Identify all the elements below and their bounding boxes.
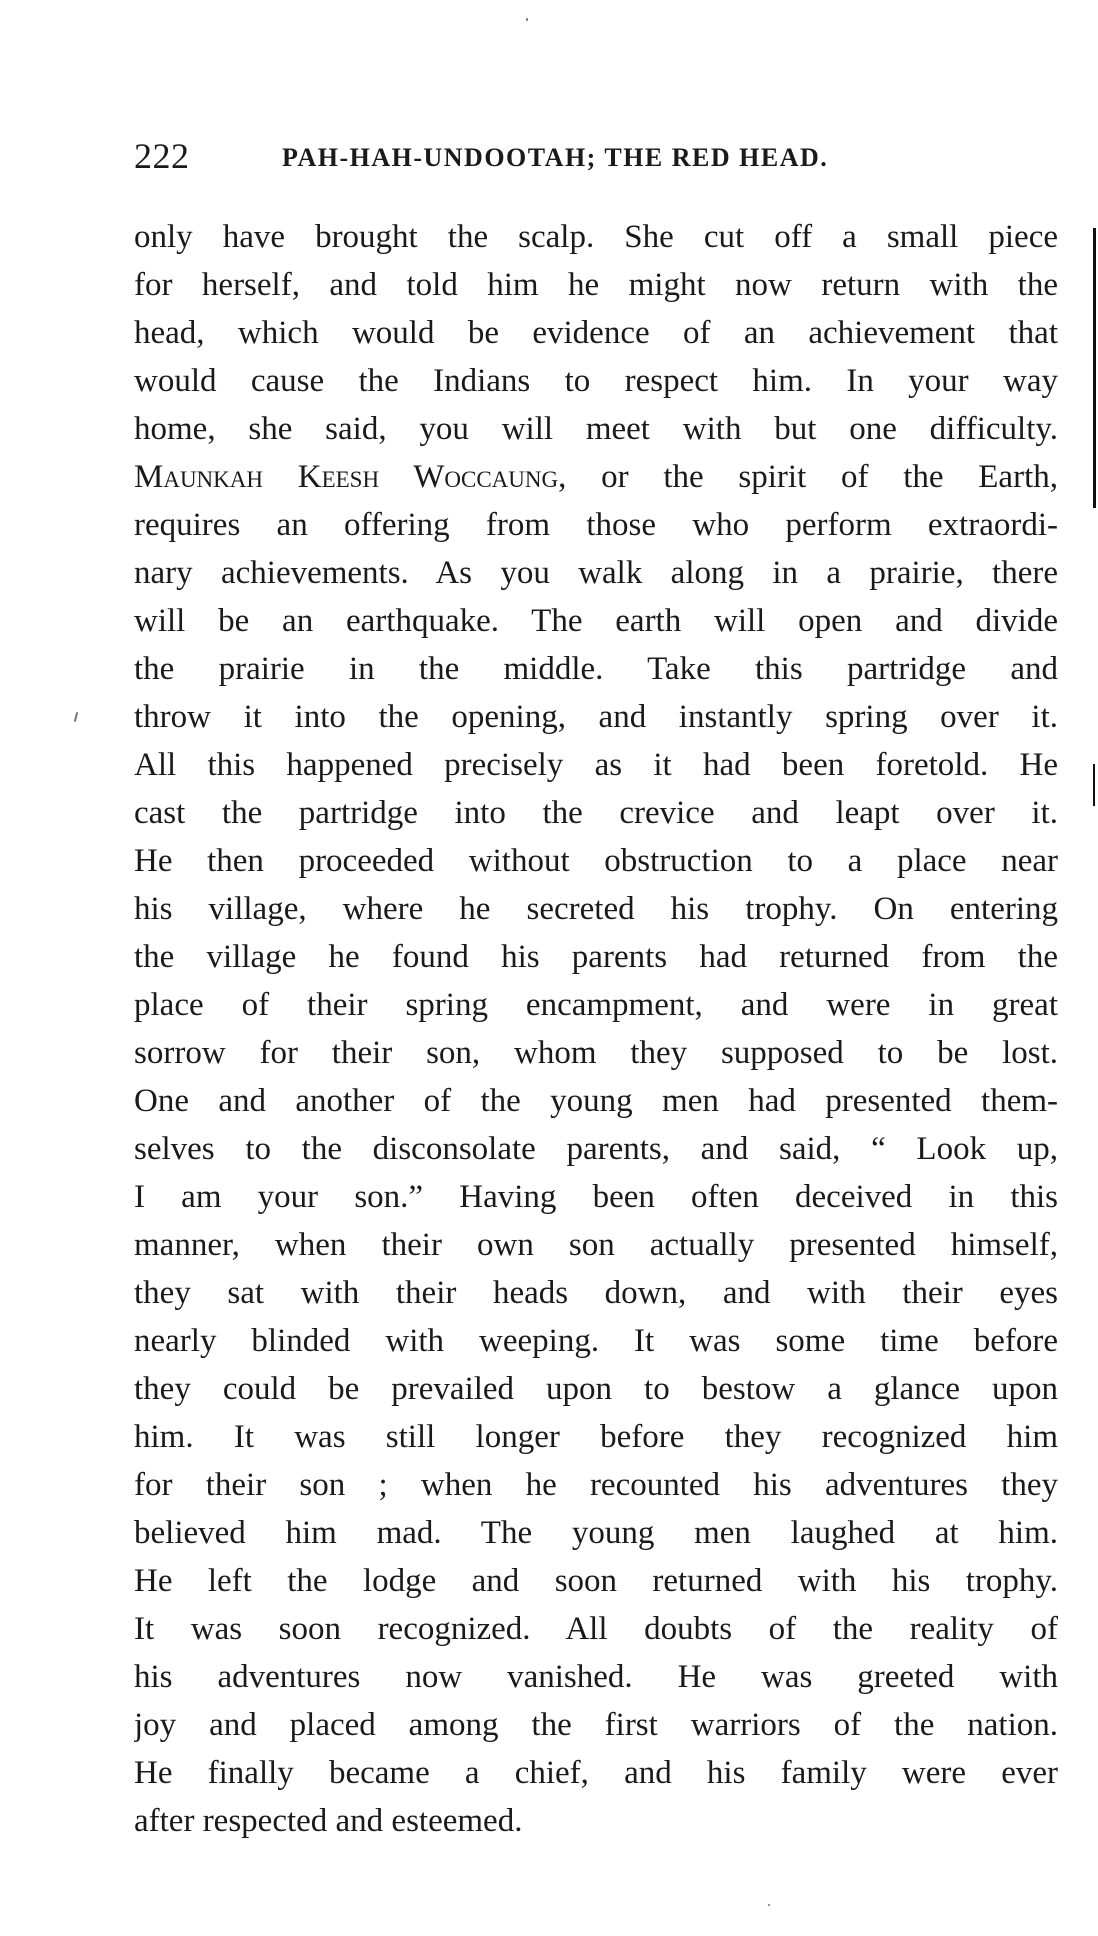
spirit-name: Maunkah Keesh Woccaung — [134, 459, 559, 495]
text-line: I am your son.” Having been often deceived in this — [134, 1179, 1058, 1215]
text-line: manner, when their own son actually presented himself, — [134, 1227, 1058, 1263]
text-line-rest: , or the spirit of the Earth, — [558, 459, 1058, 495]
text-line: the prairie in the middle. Take this partridge and — [134, 651, 1058, 687]
text-line: It was soon recognized. All doubts of the reality of — [134, 1611, 1058, 1647]
running-title: PAH-HAH-UNDOOTAH; THE RED HEAD. — [282, 143, 829, 172]
text-line: selves to the disconsolate parents, and said, “ Look up, — [134, 1131, 1058, 1167]
text-line: will be an earthquake. The earth will open and divide — [134, 603, 1058, 639]
text-line: He finally became a chief, and his family were ever — [134, 1755, 1058, 1791]
text-line: home, she said, you will meet with but one difficulty. — [134, 411, 1058, 447]
text-line: sorrow for their son, whom they supposed to be lost. — [134, 1035, 1058, 1071]
text-line: for herself, and told him he might now return with the — [134, 267, 1058, 303]
text-line — [134, 453, 1058, 501]
text-line: his village, where he secreted his trophy. On entering — [134, 891, 1058, 927]
text-line: would cause the Indians to respect him. In your way — [134, 363, 1058, 399]
text-line: nearly blinded with weeping. It was some time before — [134, 1323, 1058, 1359]
text-line: believed him mad. The young men laughed at him. — [134, 1515, 1058, 1551]
text-line: nary achievements. As you walk along in a prairie, there — [134, 555, 1058, 591]
text-line: place of their spring encampment, and were in great — [134, 987, 1058, 1023]
text-line: He then proceeded without obstruction to a place near — [134, 843, 1058, 879]
text-line: requires an offering from those who perform extraordi- — [134, 507, 1058, 543]
text-line: only have brought the scalp. She cut off a small piece — [134, 219, 1058, 255]
text-line: He left the lodge and soon returned with his trophy. — [134, 1563, 1058, 1599]
text-line: head, which would be evidence of an achievement that — [134, 315, 1058, 351]
text-line: they sat with their heads down, and with their eyes — [134, 1275, 1058, 1311]
text-line: they could be prevailed upon to bestow a glance upon — [134, 1371, 1058, 1407]
text-line: All this happened precisely as it had been foretold. He — [134, 747, 1058, 783]
page-number: 222 — [134, 136, 190, 176]
paper-speck — [74, 712, 79, 722]
margin-rule — [1093, 228, 1096, 508]
body-text — [134, 213, 1058, 1845]
text-line: throw it into the opening, and instantly spring over it. — [134, 699, 1058, 735]
text-line: cast the partridge into the crevice and leapt over it. — [134, 795, 1058, 831]
text-line: him. It was still longer before they recognized him — [134, 1419, 1058, 1455]
text-line: for their son ; when he recounted his adventures they — [134, 1467, 1058, 1503]
text-line: joy and placed among the first warriors of the nation. — [134, 1707, 1058, 1743]
paper-speck — [768, 1904, 770, 1906]
text-line: the village he found his parents had returned from the — [134, 939, 1058, 975]
running-head — [134, 134, 1054, 178]
text-line: One and another of the young men had presented them- — [134, 1083, 1058, 1119]
paper-speck — [526, 18, 528, 21]
text-line: his adventures now vanished. He was greeted with — [134, 1659, 1058, 1695]
margin-rule — [1093, 764, 1095, 806]
text-line: after respected and esteemed. — [134, 1803, 523, 1839]
